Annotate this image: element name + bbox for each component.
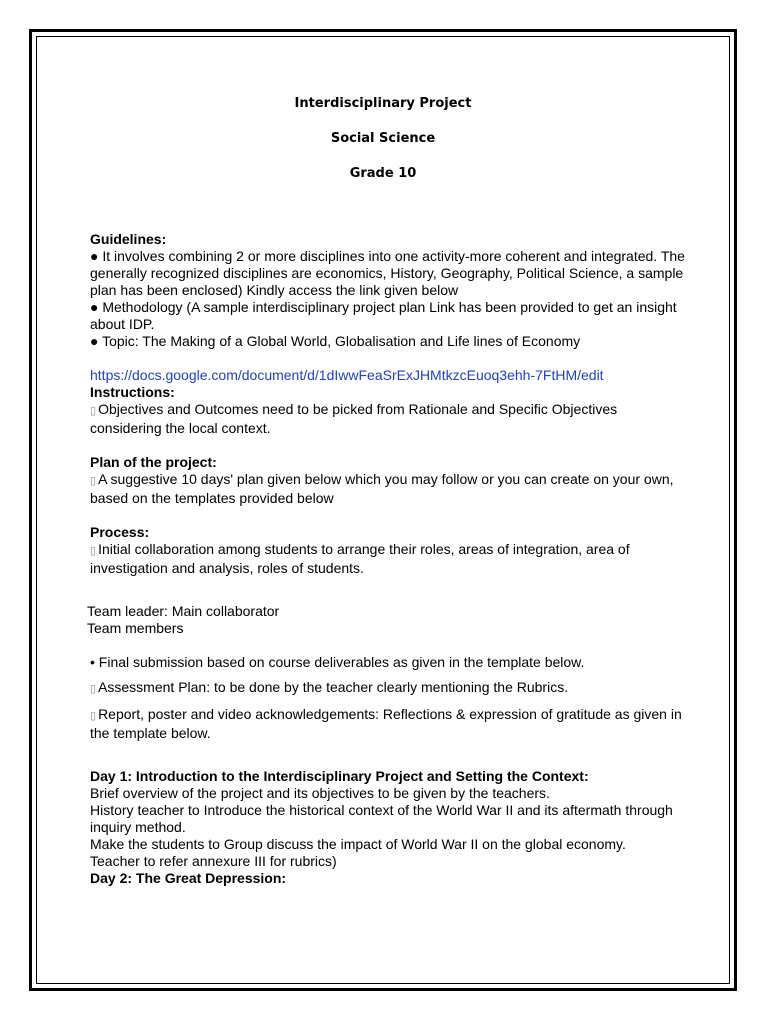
final-submission-item: • Final submission based on course deliverables as given in the template below. [90, 654, 585, 670]
document-header [36, 92, 730, 197]
process-heading: Process: [90, 524, 150, 540]
checkbox-icon: ▯ [90, 683, 97, 695]
instructions-text: ▯ Objectives and Outcomes need to be picked from Rationale and Specific Objectives considering the local context. [90, 401, 618, 436]
guideline-item: ● Methodology (A sample interdisciplinary project plan Link has been provided to get an insight about IDP. [90, 299, 677, 332]
day1-text: Brief overview of the project and its objectives to be given by the teachers. [90, 785, 550, 801]
day1-text: History teacher to Introduce the historical context of the World War II and its aftermath through inquiry method. [90, 802, 673, 835]
team-members: Team members [87, 620, 184, 636]
team-leader: Team leader: Main collaborator [87, 603, 280, 619]
document-body [87, 231, 690, 887]
subject-title: Social Science [330, 131, 436, 146]
assessment-plan-item: ▯ Assessment Plan: to be done by the teacher clearly mentioning the Rubrics. [90, 679, 569, 695]
plan-heading: Plan of the project: [90, 454, 217, 470]
checkbox-icon: ▯ [90, 405, 97, 417]
checkbox-icon: ▯ [90, 710, 97, 722]
day2-heading: Day 2: The Great Depression: [90, 870, 287, 886]
guidelines-heading: Guidelines: [90, 231, 167, 247]
plan-text: ▯ A suggestive 10 days' plan given below which you may follow or you can create on your own, based on the templates provided below [90, 471, 674, 506]
day1-text: Make the students to Group discuss the impact of World War II on the global economy. [90, 836, 626, 852]
project-title: Interdisciplinary Project [294, 96, 472, 111]
report-item: ▯ Report, poster and video acknowledgements: Reflections & expression of gratitude as given in the template below. [90, 706, 682, 741]
checkbox-icon: ▯ [90, 475, 97, 487]
google-doc-link[interactable]: https://docs.google.com/document/d/1dIwwFeaSrExJHMtkzcEuoq3ehh-7FtHM/edit [90, 367, 604, 383]
instructions-heading: Instructions: [90, 384, 175, 400]
checkbox-icon: ▯ [90, 545, 97, 557]
day1-heading: Day 1: Introduction to the Interdisciplinary Project and Setting the Context: [90, 768, 589, 784]
guideline-item: ● Topic: The Making of a Global World, Globalisation and Life lines of Economy [90, 333, 581, 349]
day1-text: Teacher to refer annexure III for rubrics) [90, 853, 337, 869]
guideline-item: ● It involves combining 2 or more disciplines into one activity-more coherent and integrated. The generally recognized disciplines are economics, History, Geography, Political Science, a sample plan has been enclosed) Kindly access the link given below [90, 248, 685, 298]
grade-title: Grade 10 [349, 166, 417, 181]
process-text: ▯ Initial collaboration among students to arrange their roles, areas of integration, area of investigation and analysis, roles of students. [90, 541, 630, 576]
